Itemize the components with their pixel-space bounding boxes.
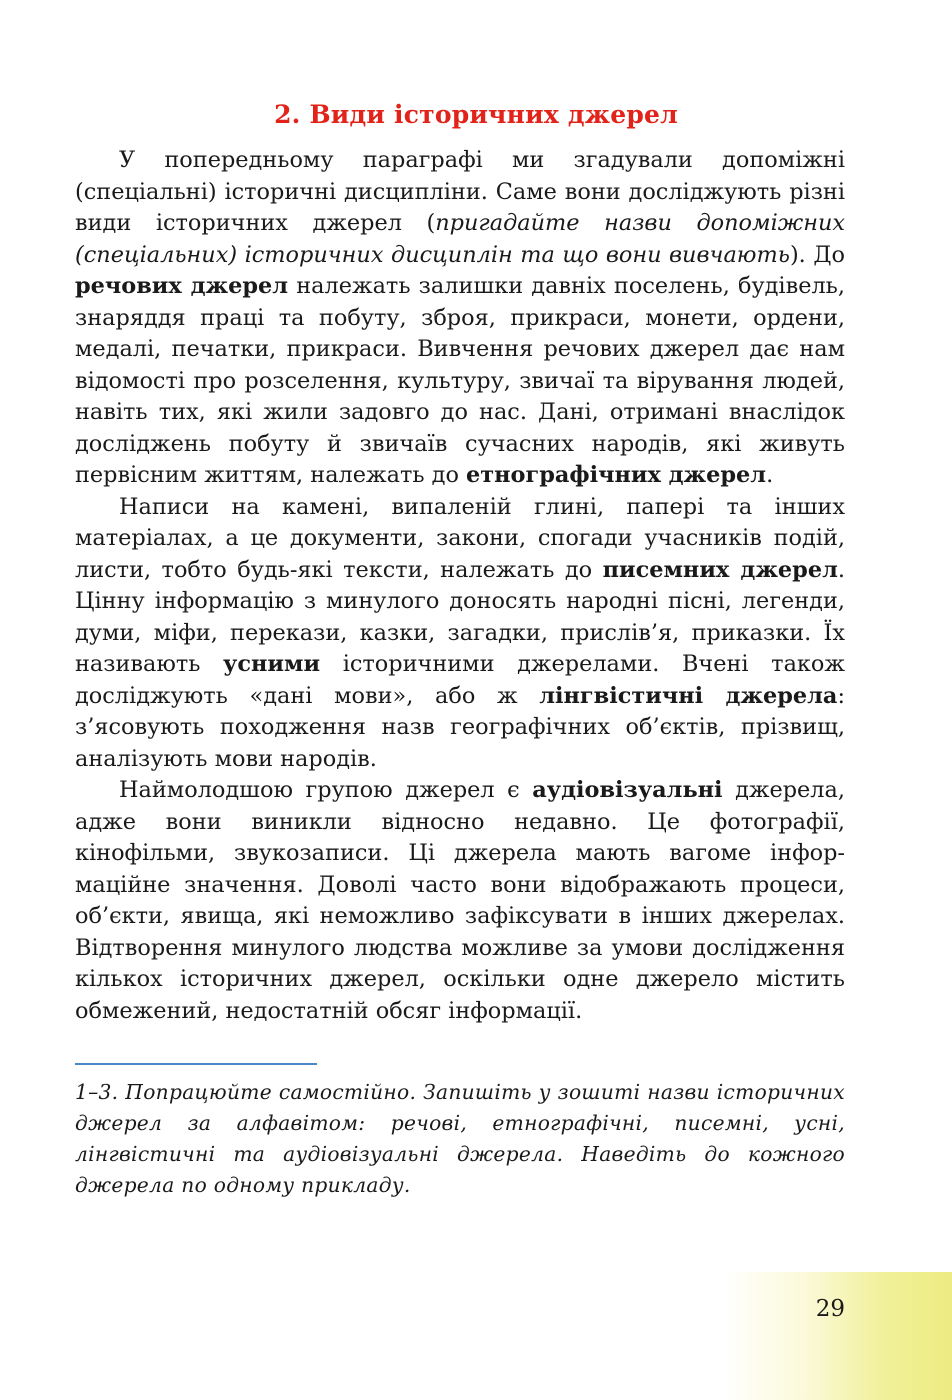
term-linguistic-sources: лінгвістичні джерела xyxy=(539,682,838,709)
p2-text-3: історичними джерелами. Вчені також досліджують «дані мови», або ж xyxy=(75,651,845,709)
term-written-sources: писемних джерел xyxy=(602,556,838,583)
body-text xyxy=(75,145,845,1027)
paragraph-3 xyxy=(75,775,845,1027)
paragraph-1 xyxy=(75,145,845,492)
term-ethnographic-sources: етнографічних джерел xyxy=(466,462,767,488)
paragraph-2 xyxy=(75,492,845,776)
p1-text-3: належать залишки давніх поселень, будівель, знаряддя праці та побуту, зброя, прикраси, монети, ордени, медалі, печатки, прикраси. Вивчення речових джерел дає нам відомості про розселення, культуру, звичаї та вірування людей, навіть тих, які жили задовго до нас. Дані, отримані внаслідок досліджень побуту й звичаїв сучасних народів, які живуть первісним життям, належать до xyxy=(75,273,845,488)
p2-text-1: Написи на камені, випаленій глині, папері та інших матеріалах, а це документи, закони, спогади учасників подій, листи, тобто будь-які тексти, належать до xyxy=(75,493,845,583)
term-material-sources: речових джерел xyxy=(75,273,289,299)
page-corner-highlight xyxy=(722,1272,952,1400)
p1-italic-prompt: пригадайте назви допоміжних (спеціальних) історичних дисциплін та що вони вивчають xyxy=(75,210,845,268)
term-audiovisual: аудіовізуальні xyxy=(532,777,723,803)
p2-text-2: . Цінну інформацію з минулого доносять народні пісні, легенди, думи, міфи, перекази, казки, загадки, прислів’я, приказки. Їх називають xyxy=(75,556,845,677)
p1-text-2: ). До xyxy=(789,241,845,268)
task-text: 1–3. Попрацюйте самостійно. Запишіть у зошиті назви історичних джерел за алфавітом: речові, етнографічні, писемні, усні, лінгвістичні та аудіовізуальні джерела. Наведіть до кожного джерела по одному прикладу. xyxy=(75,1080,845,1197)
p1-text-4: . xyxy=(766,462,774,488)
p3-text-2: джерела, адже вони виникли відносно недавно. Це фотографії, кінофільми, звукозаписи. Ці джерела мають вагоме інформаційне значення. Доволі часто вони відображають процеси, об’єкти, явища, які неможливо зафіксувати в інших джерелах. Відтворення минулого людства можливе за умови дослідження кількох історичних джерел, оскільки одне джерело містить обмежений, недостатній обсяг інформації. xyxy=(75,777,845,1024)
term-oral: усними xyxy=(223,651,321,677)
p1-text-1: У попередньому параграфі ми згадували допоміжні (спеціальні) історичні дисципліни. Саме вони досліджують різні види історичних джерел ( xyxy=(75,147,845,236)
p2-text-4: : з’ясовують походження назв географічних об’єктів, прізвищ, аналізують мови народів. xyxy=(75,682,845,772)
task-divider xyxy=(75,1063,317,1065)
p3-text-1: Наймолодшою групою джерел є xyxy=(119,777,533,803)
section-heading: 2. Види історичних джерел xyxy=(274,100,678,129)
page-number: 29 xyxy=(815,1296,845,1322)
